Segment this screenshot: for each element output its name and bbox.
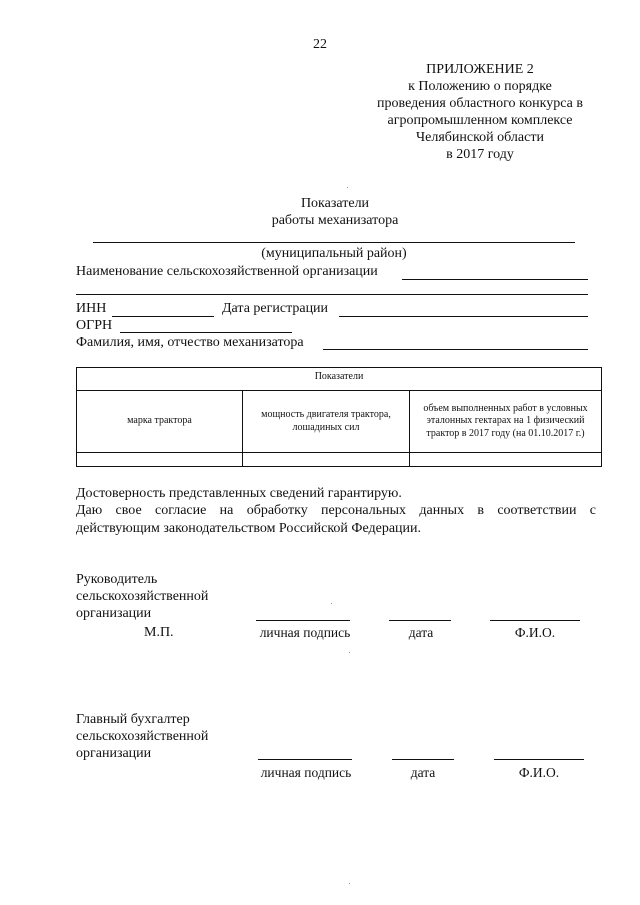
district-caption: (муниципальный район) <box>261 246 407 261</box>
form-heading-line: работы механизатора <box>271 213 399 228</box>
director-title <box>76 571 208 622</box>
appendix-line: агропромышленном комплексе <box>387 113 573 128</box>
district-field-line[interactable] <box>93 242 575 243</box>
org-name-label: Наименование сельскохозяйственной организации <box>76 264 378 279</box>
appendix-line: проведения областного конкурса в <box>377 96 583 111</box>
form-heading <box>200 195 470 229</box>
column-header-work-volume: объем выполненных работ в условных эталонных гектарах на 1 физический трактор в 2017 году (на 01.10.2017 г.) <box>410 391 602 453</box>
inn-field-line[interactable] <box>112 316 214 317</box>
table-row <box>77 453 602 467</box>
table-group-header: Показатели <box>77 368 602 391</box>
scan-speck <box>349 883 350 884</box>
page-number: 22 <box>313 37 327 52</box>
table-header-row <box>77 391 602 453</box>
appendix-line: в 2017 году <box>446 147 514 162</box>
accountant-signature-caption: личная подпись <box>260 765 352 780</box>
inn-label: ИНН <box>76 301 107 316</box>
accountant-title-line: сельскохозяйственной <box>76 729 209 744</box>
appendix-title: ПРИЛОЖЕНИЕ 2 <box>426 62 534 77</box>
form-heading-line: Показатели <box>300 196 370 211</box>
scan-speck <box>347 187 348 188</box>
accountant-title-line: Главный бухгалтер <box>76 712 190 727</box>
director-title-line: Руководитель <box>76 572 158 587</box>
director-title-line: организации <box>76 606 152 621</box>
org-name-extra-line[interactable] <box>76 294 588 295</box>
column-header-tractor-brand: марка трактора <box>77 391 243 453</box>
accountant-date-caption: дата <box>410 765 436 780</box>
mechanic-name-field-line[interactable] <box>323 349 588 350</box>
table-cell[interactable] <box>410 453 602 467</box>
table-group-header-row <box>77 368 602 391</box>
appendix-line: к Положению о порядке <box>408 79 552 94</box>
director-title-line: сельскохозяйственной <box>76 589 209 604</box>
reg-date-field-line[interactable] <box>339 316 588 317</box>
accountant-signature-line[interactable] <box>258 759 352 760</box>
ogrn-label: ОГРН <box>76 318 113 333</box>
director-signature-line[interactable] <box>256 620 350 621</box>
mechanic-name-label: Фамилия, имя, отчество механизатора <box>76 335 304 350</box>
reg-date-label: Дата регистрации <box>222 301 329 316</box>
director-date-caption: дата <box>408 625 434 640</box>
org-name-field-line[interactable] <box>402 279 588 280</box>
column-header-engine-power: мощность двигателя трактора, лошадиных сил <box>243 391 410 453</box>
table-cell[interactable] <box>243 453 410 467</box>
table-cell[interactable] <box>77 453 243 467</box>
director-name-caption: Ф.И.О. <box>514 625 556 640</box>
scan-speck <box>331 603 332 604</box>
accountant-title-line: организации <box>76 746 152 761</box>
stamp-label: М.П. <box>144 625 174 640</box>
appendix-block <box>360 61 600 163</box>
director-name-line[interactable] <box>490 620 580 621</box>
consent-statement-line1: Даю свое согласие на обработку персональных данных в соответствии с <box>76 503 596 518</box>
scan-speck <box>349 652 350 653</box>
accountant-title <box>76 711 208 762</box>
accountant-name-line[interactable] <box>494 759 584 760</box>
director-signature-caption: личная подпись <box>259 625 351 640</box>
appendix-line: Челябинской области <box>416 130 544 145</box>
indicators-table <box>76 367 602 467</box>
accountant-name-caption: Ф.И.О. <box>518 765 560 780</box>
accountant-date-line[interactable] <box>392 759 454 760</box>
ogrn-field-line[interactable] <box>120 332 292 333</box>
guarantee-statement: Достоверность представленных сведений гарантирую. <box>76 486 402 501</box>
consent-statement-line2: действующим законодательством Российской Федерации. <box>76 521 422 536</box>
director-date-line[interactable] <box>389 620 451 621</box>
